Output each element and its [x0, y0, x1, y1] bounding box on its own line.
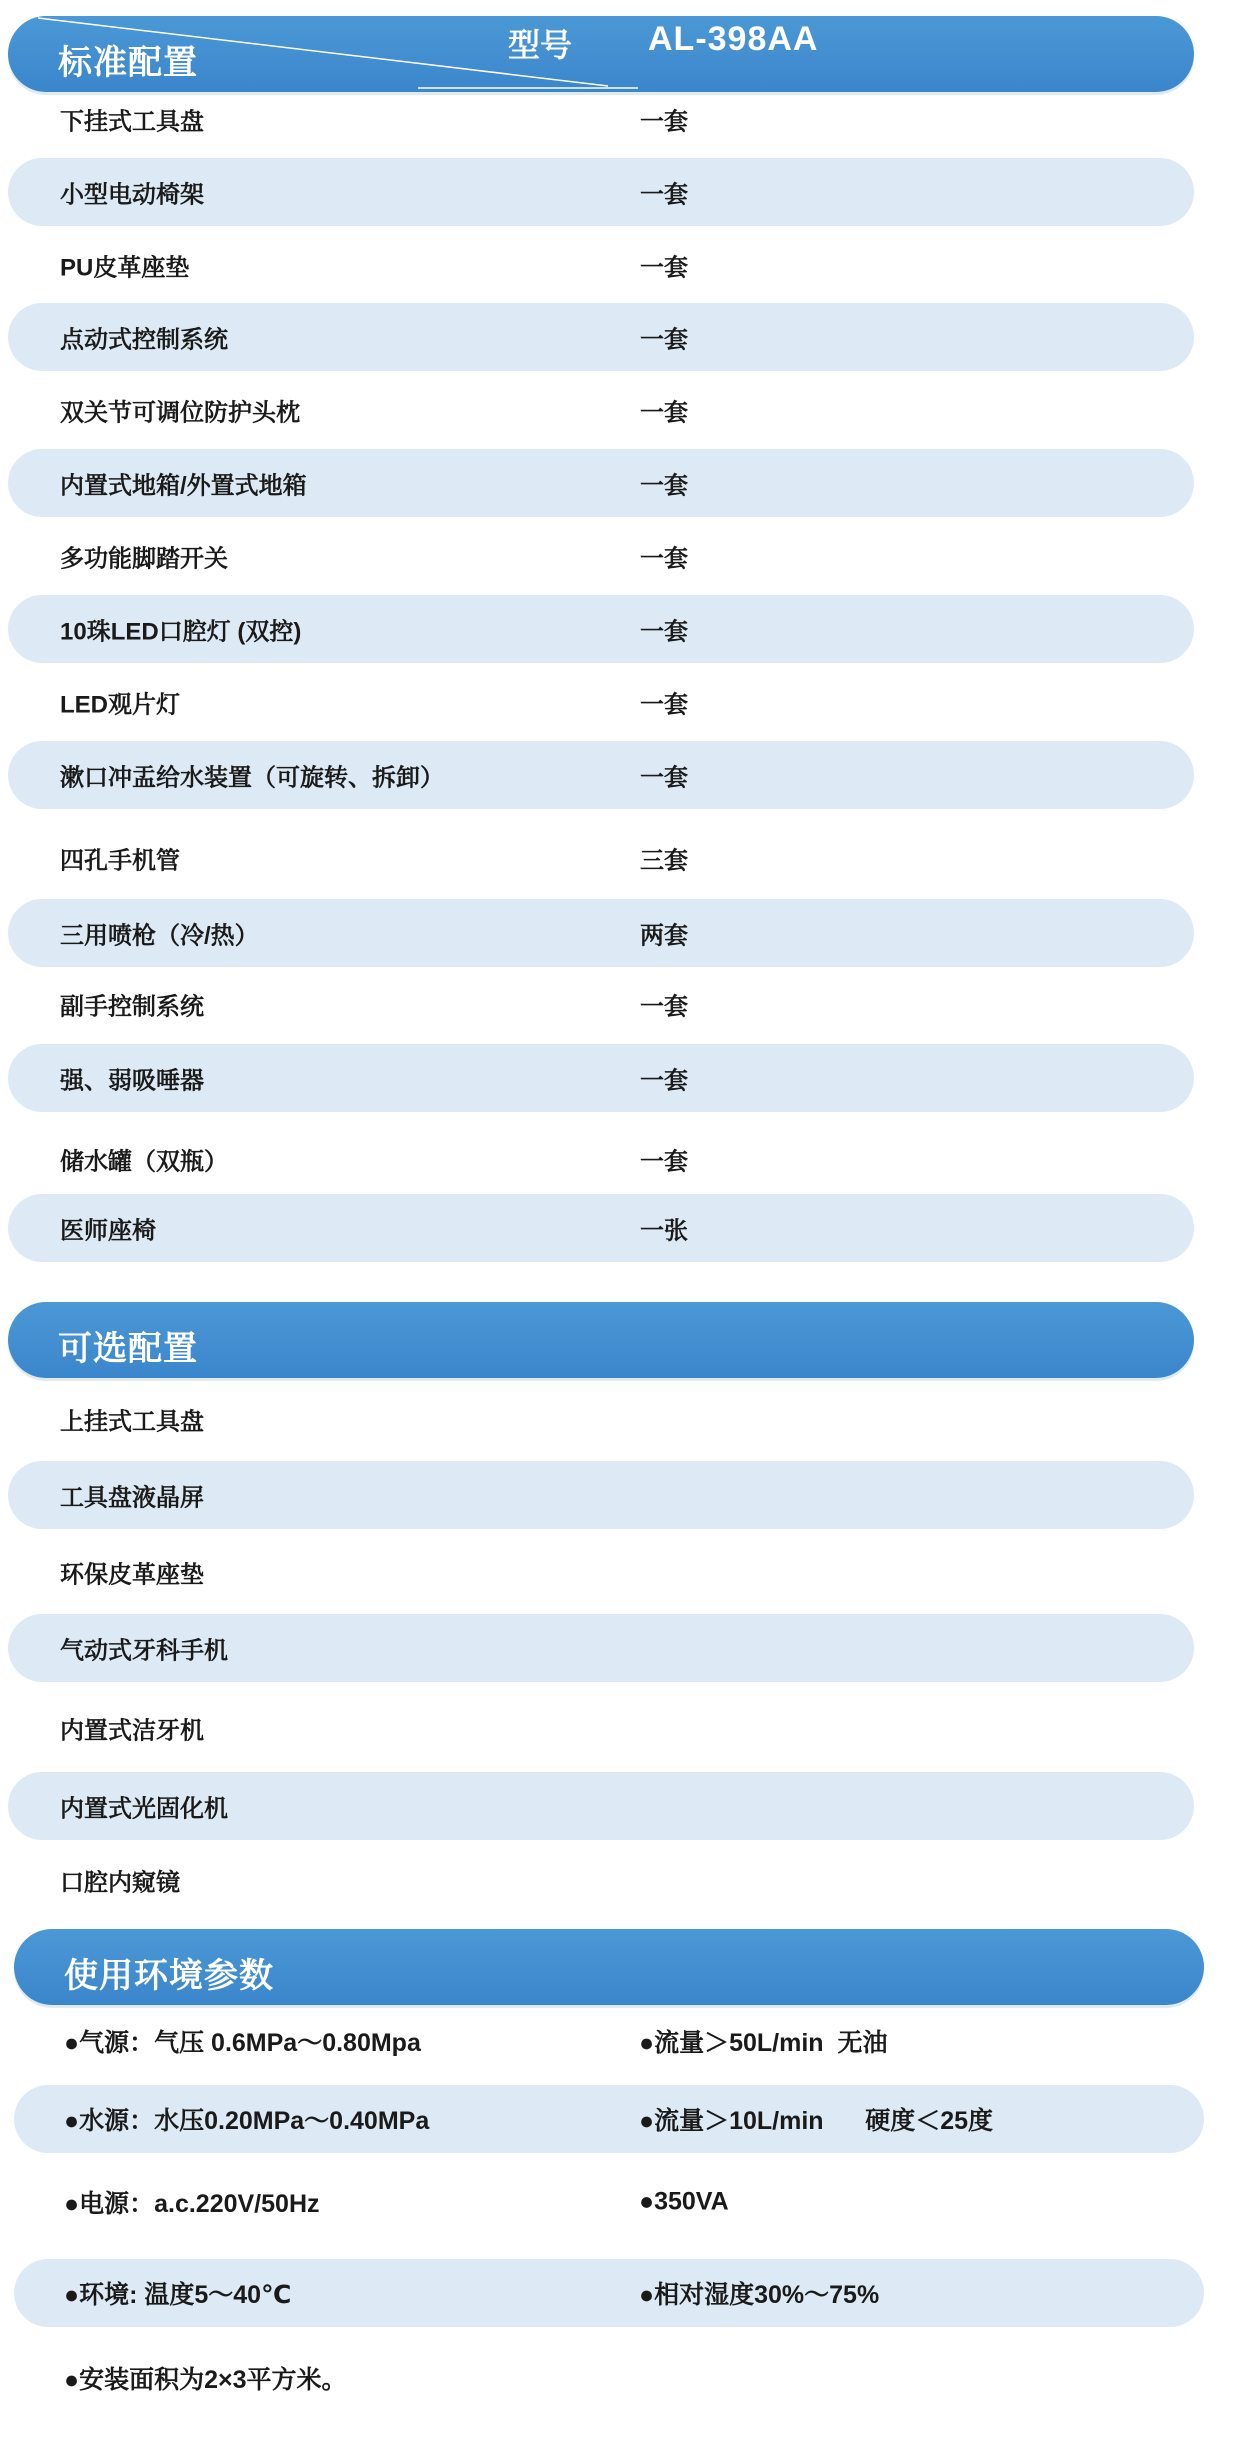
item-name: PU皮革座垫 — [60, 254, 190, 282]
standard-item-row — [8, 1044, 1194, 1112]
item-name: 上挂式工具盘 — [60, 1408, 204, 1436]
model-label: 型号 — [508, 27, 573, 63]
item-name: 漱口冲盂给水装置（可旋转、拆卸） — [60, 764, 444, 792]
item-qty: 一套 — [640, 181, 688, 209]
item-name: 强、弱吸唾器 — [60, 1067, 204, 1095]
env-right-value: ●流量＞50L/min 无油 — [639, 2029, 888, 2057]
item-qty: 一套 — [640, 993, 688, 1021]
item-name: 环保皮革座垫 — [60, 1561, 204, 1589]
model-value: AL-398AA — [648, 20, 819, 58]
item-qty: 一套 — [640, 472, 688, 500]
item-name: 医师座椅 — [60, 1217, 156, 1245]
environment-header — [14, 1929, 1204, 2005]
installation-note: ●安装面积为2×3平方米。 — [64, 2366, 347, 2394]
item-qty: 一套 — [640, 1067, 688, 1095]
optional-config-header — [8, 1302, 1194, 1378]
env-left-value: ●环境: 温度5～40℃ — [64, 2281, 292, 2309]
item-name: 下挂式工具盘 — [60, 108, 204, 136]
optional-item-row — [8, 1538, 1194, 1606]
item-qty: 一套 — [640, 545, 688, 573]
standard-item-row — [8, 158, 1194, 226]
item-name: 气动式牙科手机 — [60, 1637, 228, 1665]
optional-item-row — [8, 1461, 1194, 1529]
standard-item-row — [8, 970, 1194, 1038]
standard-item-row — [8, 376, 1194, 444]
environment-title: 使用环境参数 — [64, 1957, 274, 1995]
standard-item-row — [8, 1125, 1194, 1193]
item-qty: 一套 — [640, 254, 688, 282]
item-name: 10珠LED口腔灯 (双控) — [60, 618, 302, 646]
item-name: 内置式地箱/外置式地箱 — [60, 472, 307, 500]
standard-item-row — [8, 668, 1194, 736]
standard-item-row — [8, 231, 1194, 299]
item-qty: 一套 — [640, 326, 688, 354]
optional-item-row — [8, 1614, 1194, 1682]
item-name: 小型电动椅架 — [60, 181, 204, 209]
standard-item-row — [8, 522, 1194, 590]
item-qty: 一套 — [640, 108, 688, 136]
item-name: 点动式控制系统 — [60, 326, 228, 354]
item-qty: 三套 — [640, 847, 688, 875]
item-qty: 一套 — [640, 399, 688, 427]
standard-item-row — [8, 85, 1194, 153]
env-right-value: ●350VA — [639, 2187, 729, 2216]
item-name: LED观片灯 — [60, 691, 180, 719]
item-qty: 一套 — [640, 618, 688, 646]
optional-config-title: 可选配置 — [58, 1330, 198, 1368]
item-name: 内置式洁牙机 — [60, 1717, 204, 1745]
item-qty: 两套 — [640, 922, 688, 950]
env-left-value: ●电源：a.c.220V/50Hz — [64, 2190, 320, 2218]
standard-item-row — [8, 899, 1194, 967]
item-name: 四孔手机管 — [60, 847, 180, 875]
standard-config-title: 标准配置 — [58, 44, 198, 82]
item-name: 多功能脚踏开关 — [60, 545, 228, 573]
item-name: 副手控制系统 — [60, 993, 204, 1021]
item-name: 储水罐（双瓶） — [60, 1148, 228, 1176]
item-name: 工具盘液晶屏 — [60, 1484, 204, 1512]
environment-row — [14, 2085, 1204, 2153]
item-name: 双关节可调位防护头枕 — [60, 399, 300, 427]
standard-item-row — [8, 449, 1194, 517]
standard-item-row — [8, 595, 1194, 663]
optional-item-row — [8, 1385, 1194, 1453]
standard-config-header — [8, 16, 1194, 92]
optional-item-row — [8, 1772, 1194, 1840]
env-left-value: ●气源：气压 0.6MPa～0.80Mpa — [64, 2029, 421, 2057]
item-name: 口腔内窥镜 — [60, 1869, 180, 1897]
optional-item-row — [8, 1846, 1194, 1914]
env-right-value: ●流量＞10L/min 硬度＜25度 — [639, 2107, 994, 2135]
item-name: 三用喷枪（冷/热） — [60, 922, 259, 950]
item-qty: 一套 — [640, 691, 688, 719]
environment-row — [14, 2007, 1204, 2075]
standard-item-row — [8, 824, 1194, 892]
item-qty: 一张 — [640, 1217, 688, 1245]
env-right-value: ●相对湿度30%～75% — [639, 2281, 880, 2309]
standard-item-row — [8, 303, 1194, 371]
optional-item-row — [8, 1694, 1194, 1762]
standard-item-row — [8, 741, 1194, 809]
environment-row — [14, 2259, 1204, 2327]
item-qty: 一套 — [640, 1148, 688, 1176]
env-left-value: ●水源：水压0.20MPa～0.40MPa — [64, 2107, 430, 2135]
standard-item-row — [8, 1194, 1194, 1262]
item-qty: 一套 — [640, 764, 688, 792]
environment-row — [14, 2168, 1204, 2236]
item-name: 内置式光固化机 — [60, 1795, 228, 1823]
